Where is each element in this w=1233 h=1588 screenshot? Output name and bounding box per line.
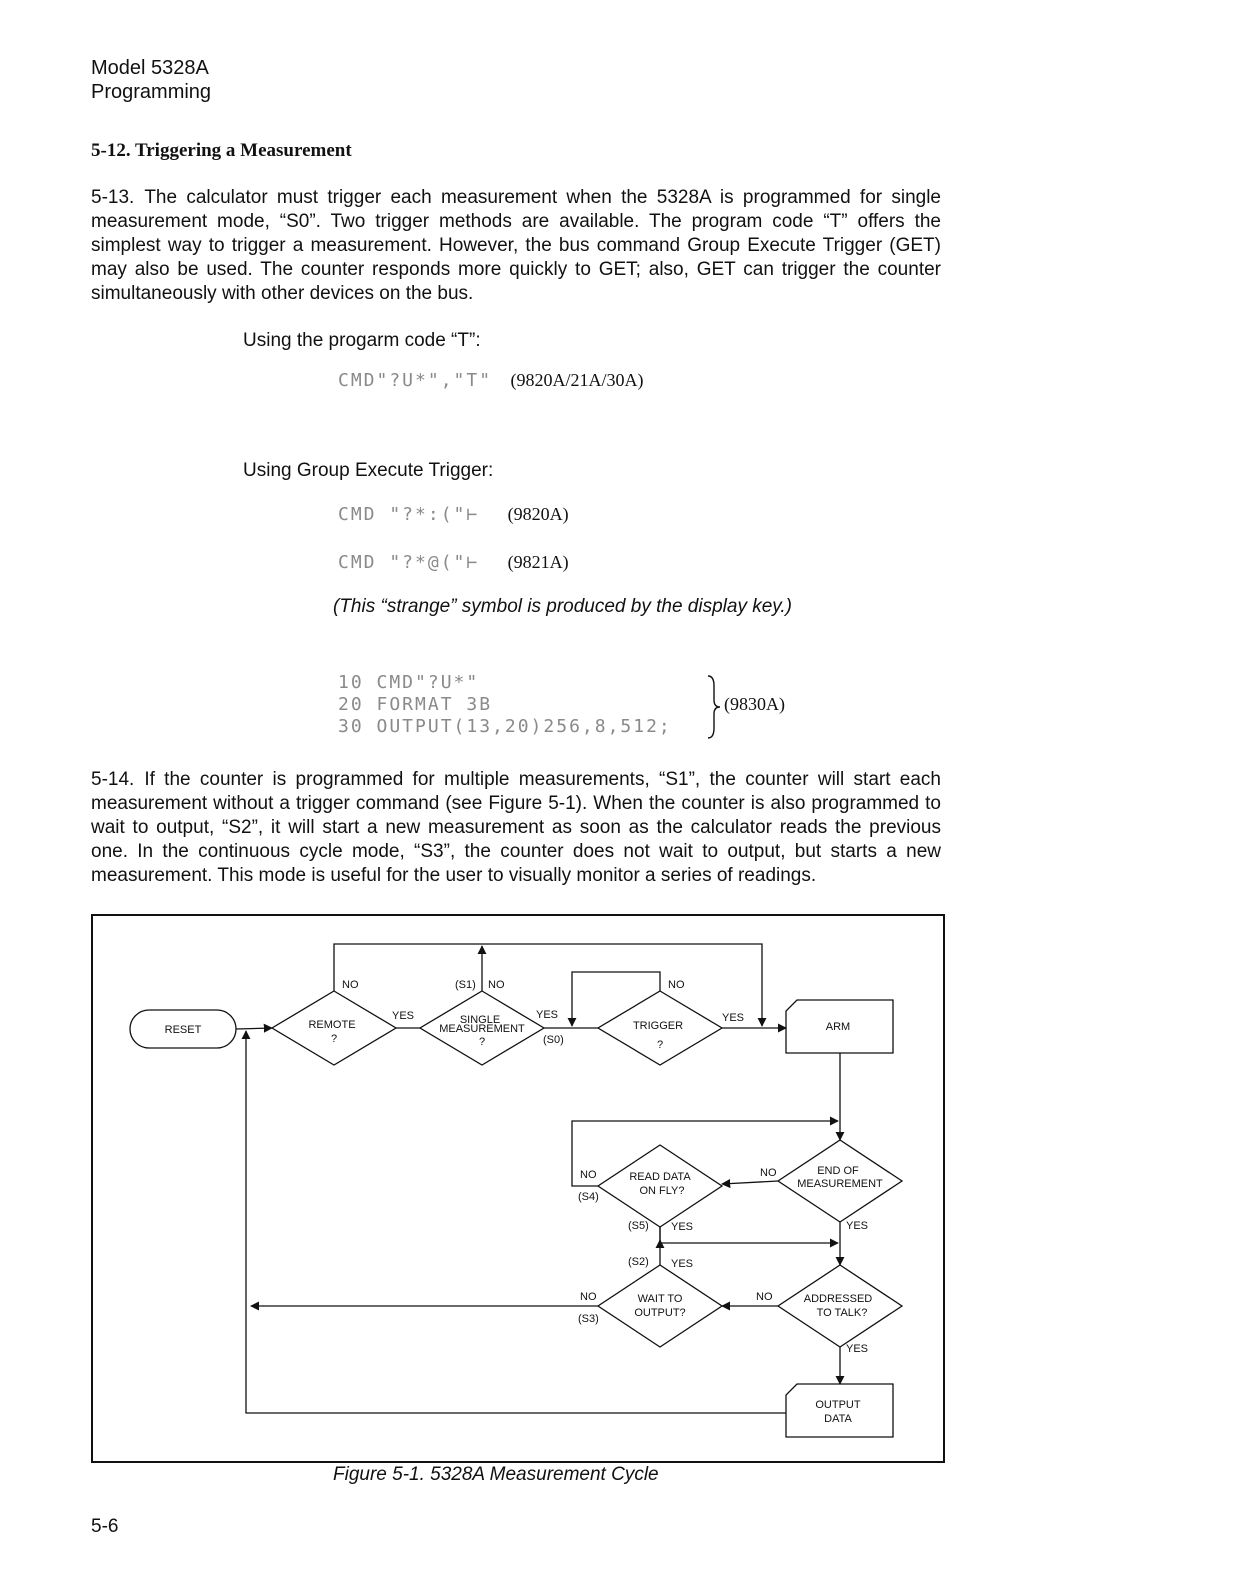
branch-label: (S1) [455,979,476,991]
trigger-label: TRIGGER [632,1020,684,1032]
paragraph-text: The calculator must trigger each measurement when the 5328A is programmed for single measurement mode, “S0”. Two trigger methods are available. The program code “T” offers the simplest way to trigger a measurement. However, the bus command Group Execute Trigger (GET) may also be used. The counter responds more quickly to GET; also, GET can trigger the counter simultaneously with other devices on the bus. [91,187,941,304]
branch-label: YES [671,1258,694,1270]
header-section: Programming [91,81,212,103]
addressed-to-talk-decision [778,1265,902,1347]
header-model: Model 5328A [91,57,209,79]
branch-label: YES [671,1221,694,1233]
output-data-label: OUTPUT [815,1399,861,1411]
section-title: 5-12. Triggering a Measurement [91,140,352,161]
branch-label: YES [722,1012,745,1024]
remote-label: REMOTE [308,1019,356,1031]
single-label: MEASUREMENT [439,1023,525,1035]
remote-label: ? [330,1033,338,1045]
program-line: 10 CMD"?U*" [338,672,480,693]
reset-label: RESET [164,1024,202,1036]
branch-label: (S2) [628,1256,649,1268]
branch-label: (S4) [578,1191,599,1203]
output-data-label: DATA [824,1413,852,1425]
branch-label: (S5) [628,1220,649,1232]
code-line: CMD "?*:("⊢ [338,504,480,525]
calculator-model: (9820A) [507,504,569,524]
single-label: ? [478,1036,486,1048]
read-on-fly-label: READ DATA [629,1171,691,1183]
program-line: 30 OUTPUT(13,20)256,8,512; [338,716,672,737]
calculator-model: (9821A) [507,552,569,572]
display-key-remark: (This “strange” symbol is produced by the display key.) [333,596,792,617]
branch-label: YES [846,1343,869,1355]
code-line: CMD "?*@("⊢ [338,552,480,573]
using-t-lead: Using the progarm code “T”: [243,330,481,351]
wait-to-output-label: WAIT TO [637,1293,683,1305]
addressed-label: TO TALK? [816,1307,868,1319]
branch-label: NO [488,979,505,991]
wait-to-output-decision [598,1265,722,1347]
paragraph-number: 5-13. [91,187,135,208]
arm-label: ARM [825,1021,851,1033]
branch-label: NO [580,1291,597,1303]
read-on-fly-label: ON FLY? [639,1185,685,1197]
branch-label: YES [846,1220,869,1232]
figure-caption: Figure 5-1. 5328A Measurement Cycle [333,1464,659,1485]
branch-label: NO [342,979,359,991]
page-number: 5-6 [91,1516,119,1537]
branch-label: NO [580,1169,597,1181]
branch-label: NO [668,979,685,991]
branch-label: (S3) [578,1313,599,1325]
calculator-model: (9830A) [724,694,785,714]
code-line: CMD"?U*","T" [338,370,493,391]
wait-to-output-label: OUTPUT? [634,1307,686,1319]
addressed-label: ADDRESSED [803,1293,873,1305]
branch-label: YES [392,1010,415,1022]
trigger-label: ? [656,1039,664,1051]
branch-label: (S0) [543,1034,564,1046]
branch-label: NO [756,1291,773,1303]
end-of-measurement-label: MEASUREMENT [797,1178,883,1190]
using-get-lead: Using Group Execute Trigger: [243,460,494,481]
branch-label: YES [536,1009,559,1021]
paragraph-text: If the counter is programmed for multiple measurements, “S1”, the counter will start each measurement without a trigger command (see Figure 5-1). When the counter is also programmed to wait to output, “S2”, it will start a new measurement as soon as the calculator reads the previous one. In the continuous cycle mode, “S3”, the counter does not wait to output, but starts a new measurement. This mode is useful for the user to visually monitor a series of readings. [91,769,941,886]
end-of-measurement-label: END OF [817,1165,859,1177]
branch-label: NO [760,1167,777,1179]
calculator-models: (9820A/21A/30A) [510,370,644,390]
single-label: SINGLE [459,1014,501,1026]
paragraph-number: 5-14. [91,769,135,790]
program-line: 20 FORMAT 3B [338,694,493,715]
